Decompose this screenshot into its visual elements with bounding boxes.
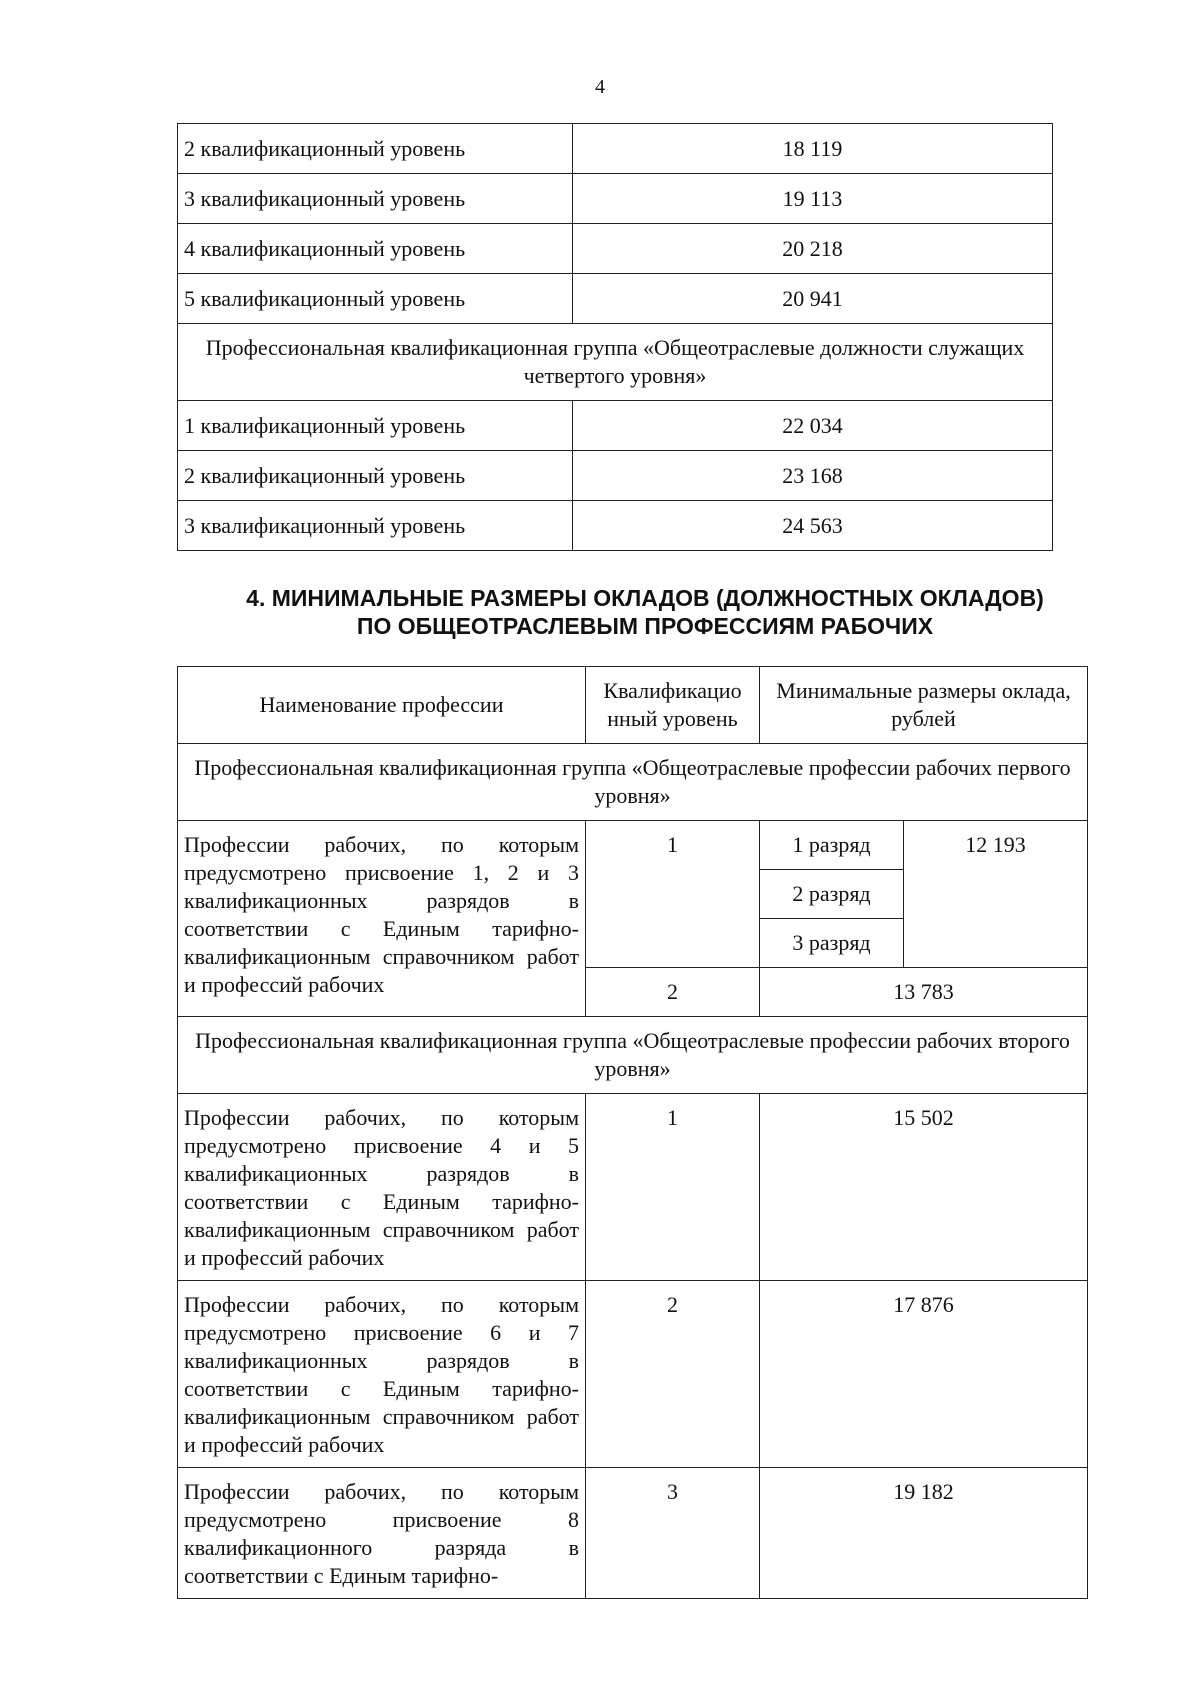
level-cell: 2 квалификационный уровень	[178, 124, 573, 174]
salary-cell: 12 193	[904, 821, 1088, 968]
table-row	[178, 821, 1088, 870]
table-row	[178, 501, 1053, 551]
section-heading	[205, 584, 1085, 640]
profession-cell: Профессии рабочих, по которым предусмотрено присвоение 4 и 5 квалификационных разрядов в соответствии с Единым тарифно-квалификационным справочником работ и профессий рабочих	[178, 1094, 586, 1281]
group-title: Профессиональная квалификационная группа «Общеотраслевые профессии рабочих второго уровня»	[178, 1017, 1088, 1094]
profession-cell: Профессии рабочих, по которым предусмотрено присвоение 8 квалификационного разряда в соответствии с Единым тарифно-	[178, 1468, 586, 1599]
salary-cell: 22 034	[573, 401, 1053, 451]
level-cell: 3 квалификационный уровень	[178, 174, 573, 224]
header-row	[178, 667, 1088, 744]
header-salary: Минимальные размеры оклада, рублей	[760, 667, 1088, 744]
salary-cell: 17 876	[760, 1281, 1088, 1468]
salary-cell: 23 168	[573, 451, 1053, 501]
table-row	[178, 451, 1053, 501]
table-row	[178, 124, 1053, 174]
salary-cell: 20 218	[573, 224, 1053, 274]
group-row	[178, 324, 1053, 401]
table-row	[178, 401, 1053, 451]
section-heading-line2: ПО ОБЩЕОТРАСЛЕВЫМ ПРОФЕССИЯМ РАБОЧИХ	[356, 613, 934, 639]
group-row	[178, 744, 1088, 821]
table-row	[178, 174, 1053, 224]
table-row	[178, 1094, 1088, 1281]
group-title: Профессиональная квалификационная группа «Общеотраслевые должности служащих четвертого уровня»	[178, 324, 1053, 401]
level-cell: 2	[586, 968, 760, 1017]
level-cell: 3 квалификационный уровень	[178, 501, 573, 551]
group-title: Профессиональная квалификационная группа «Общеотраслевые профессии рабочих первого уровня»	[178, 744, 1088, 821]
level-cell: 1 квалификационный уровень	[178, 401, 573, 451]
grade-cell: 1 разряд	[760, 821, 904, 870]
table-row	[178, 1281, 1088, 1468]
level-cell: 5 квалификационный уровень	[178, 274, 573, 324]
qualification-levels-table	[177, 123, 1053, 551]
grade-cell: 3 разряд	[760, 919, 904, 968]
grade-cell: 2 разряд	[760, 870, 904, 919]
group-row	[178, 1017, 1088, 1094]
table-row	[178, 1468, 1088, 1599]
level-cell: 1	[586, 1094, 760, 1281]
salary-cell: 24 563	[573, 501, 1053, 551]
salary-cell: 19 113	[573, 174, 1053, 224]
salary-cell: 20 941	[573, 274, 1053, 324]
level-cell: 3	[586, 1468, 760, 1599]
header-profession: Наименование профессии	[178, 667, 586, 744]
salary-cell: 19 182	[760, 1468, 1088, 1599]
level-cell: 4 квалификационный уровень	[178, 224, 573, 274]
profession-cell: Профессии рабочих, по которым предусмотрено присвоение 6 и 7 квалификационных разрядов в соответствии с Единым тарифно-квалификационным справочником работ и профессий рабочих	[178, 1281, 586, 1468]
table-row	[178, 274, 1053, 324]
page-number: 4	[595, 76, 605, 98]
level-cell: 2 квалификационный уровень	[178, 451, 573, 501]
level-cell: 1	[586, 821, 760, 968]
level-cell: 2	[586, 1281, 760, 1468]
salary-cell: 15 502	[760, 1094, 1088, 1281]
salary-cell: 13 783	[760, 968, 1088, 1017]
section-heading-line1: 4. МИНИМАЛЬНЫЕ РАЗМЕРЫ ОКЛАДОВ (ДОЛЖНОСТНЫХ ОКЛАДОВ)	[246, 585, 1044, 611]
header-level: Квалификацио нный уровень	[586, 667, 760, 744]
profession-cell: Профессии рабочих, по которым предусмотрено присвоение 1, 2 и 3 квалификационных разрядов в соответствии с Единым тарифно-квалификационным справочником работ и профессий рабочих	[178, 821, 586, 1017]
worker-professions-table	[177, 666, 1088, 1599]
salary-cell: 18 119	[573, 124, 1053, 174]
table-row	[178, 224, 1053, 274]
